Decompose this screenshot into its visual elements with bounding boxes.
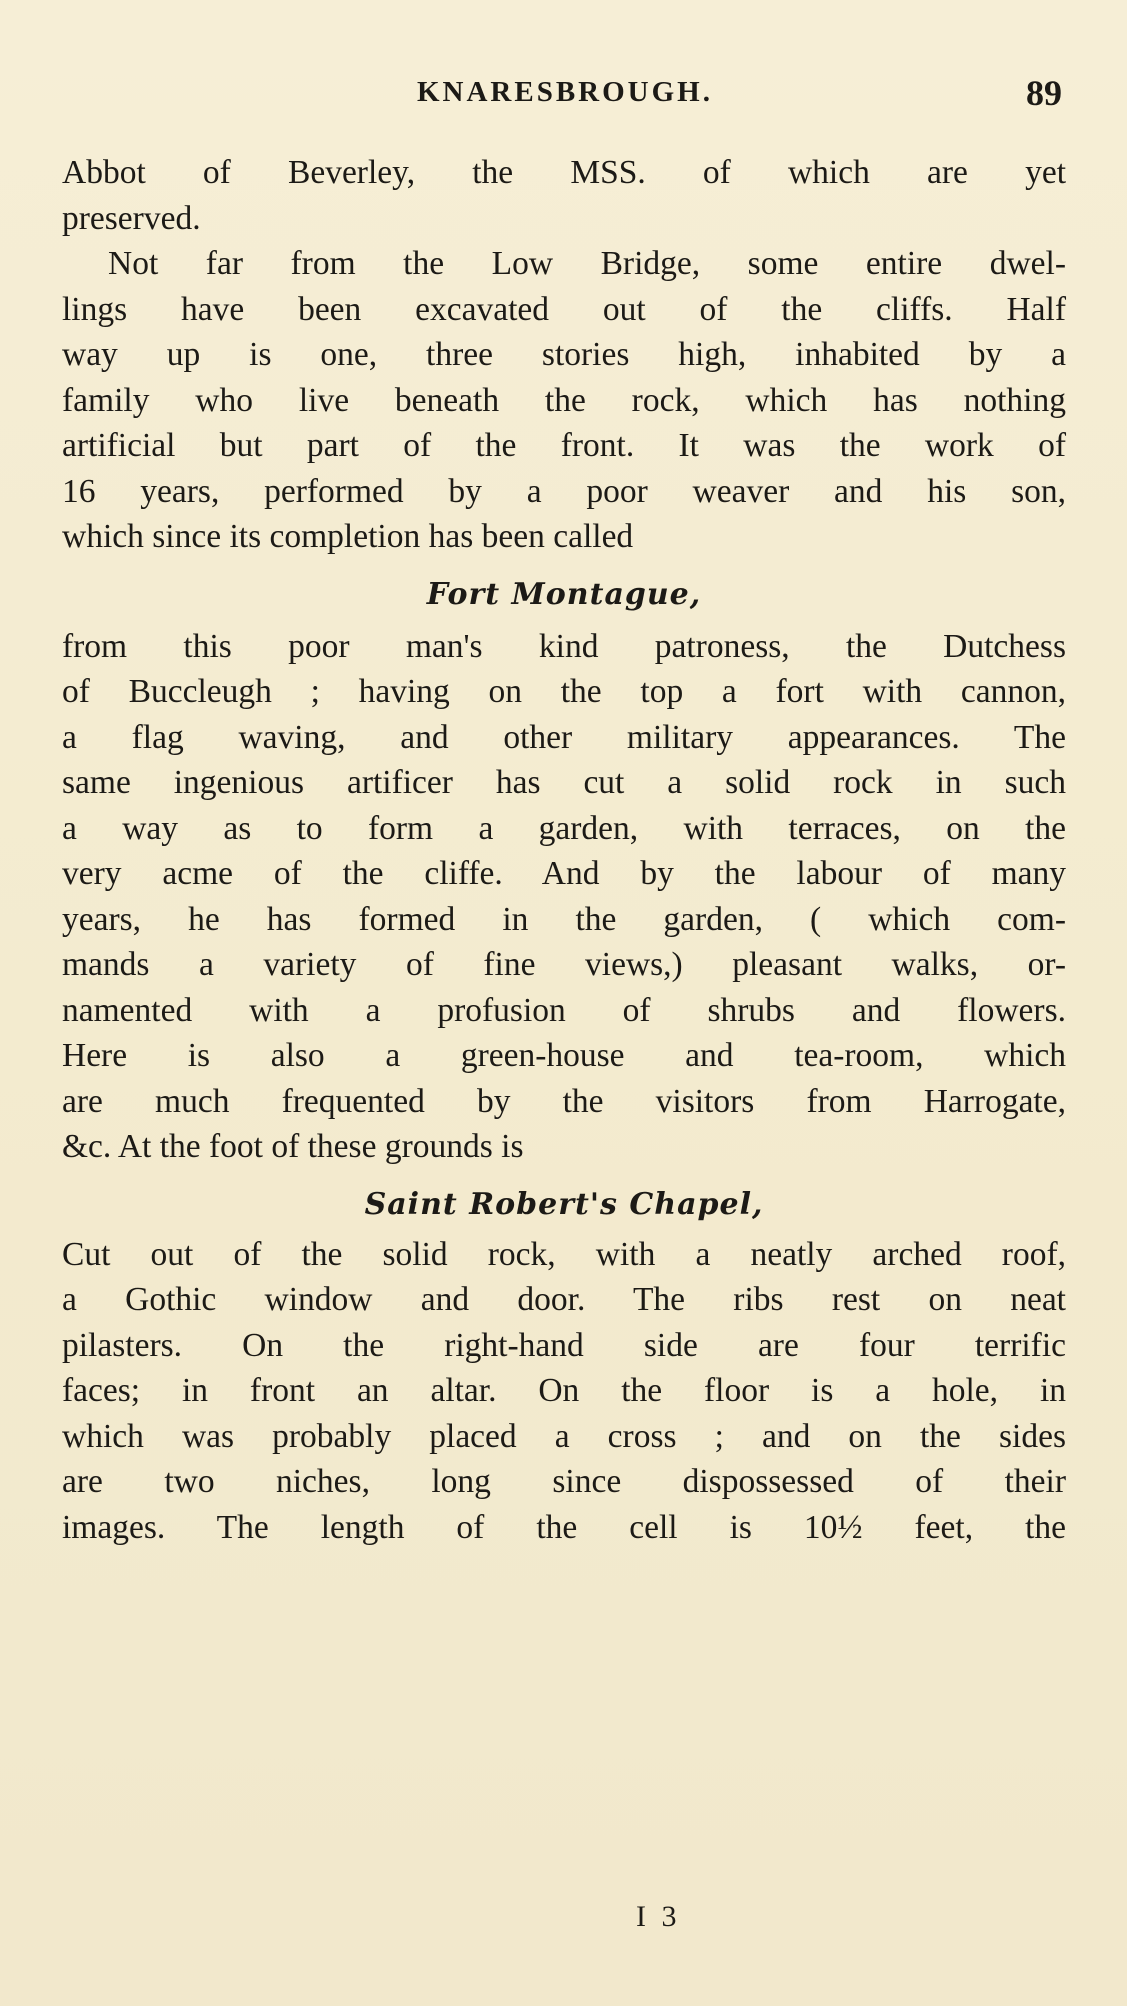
running-title: KNARESBROUGH. [416, 76, 713, 108]
text-line: are much frequented by the visitors from Harrogate, [62, 1082, 1066, 1120]
text-line: 16 years, performed by a poor weaver and his son, [62, 472, 1066, 510]
text-line: images. The length of the cell is 10½ feet, the [62, 1508, 1066, 1546]
body-text [62, 150, 1066, 1550]
signature-mark: I 3 [636, 1900, 681, 1933]
text-line: &c. At the foot of these grounds is [62, 1128, 524, 1165]
text-line: from this poor man's kind patroness, the Dutchess [62, 627, 1066, 665]
page-header [60, 72, 1070, 112]
text-line: way up is one, three stories high, inhabited by a [62, 336, 1066, 373]
text-line: are two niches, long since dispossessed of their [62, 1463, 1066, 1500]
section-heading-fort-montague: Fort Montague, [426, 576, 702, 612]
text-line: mands a variety of fine views,) pleasant walks, or- [62, 946, 1066, 983]
text-line: which since its completion has been called [62, 518, 634, 555]
text-line: Here is also a green-house and tea-room, which [62, 1037, 1066, 1074]
text-line: Abbot of Beverley, the MSS. of which are yet [62, 154, 1066, 191]
text-line: Cut out of the solid rock, with a neatly arched roof, [62, 1235, 1066, 1273]
section-heading-saint-roberts-chapel: Saint Robert's Chapel, [364, 1186, 764, 1222]
text-line: same ingenious artificer has cut a solid rock in such [62, 764, 1066, 801]
text-line: pilasters. On the right-hand side are four terrific [62, 1326, 1066, 1364]
text-line: Not far from the Low Bridge, some entire dwel- [108, 245, 1066, 282]
text-line: namented with a profusion of shrubs and flowers. [62, 991, 1066, 1029]
page-number: 89 [1026, 73, 1062, 113]
text-line: a way as to form a garden, with terraces, on the [62, 809, 1066, 847]
text-line: of Buccleugh ; having on the top a fort with cannon, [62, 673, 1066, 710]
text-line: faces; in front an altar. On the floor is a hole, in [62, 1372, 1066, 1409]
text-line: artificial but part of the front. It was the work of [62, 427, 1066, 464]
text-line: which was probably placed a cross ; and on the sides [62, 1417, 1066, 1455]
text-line: years, he has formed in the garden, ( which com- [62, 900, 1066, 938]
text-line: very acme of the cliffe. And by the labour of many [62, 855, 1066, 892]
text-line: a Gothic window and door. The ribs rest on neat [62, 1281, 1066, 1318]
text-line: a flag waving, and other military appearances. The [62, 718, 1066, 756]
text-line: preserved. [62, 199, 201, 237]
text-line: family who live beneath the rock, which has nothing [62, 381, 1066, 419]
text-line: lings have been excavated out of the cliffs. Half [62, 290, 1066, 328]
